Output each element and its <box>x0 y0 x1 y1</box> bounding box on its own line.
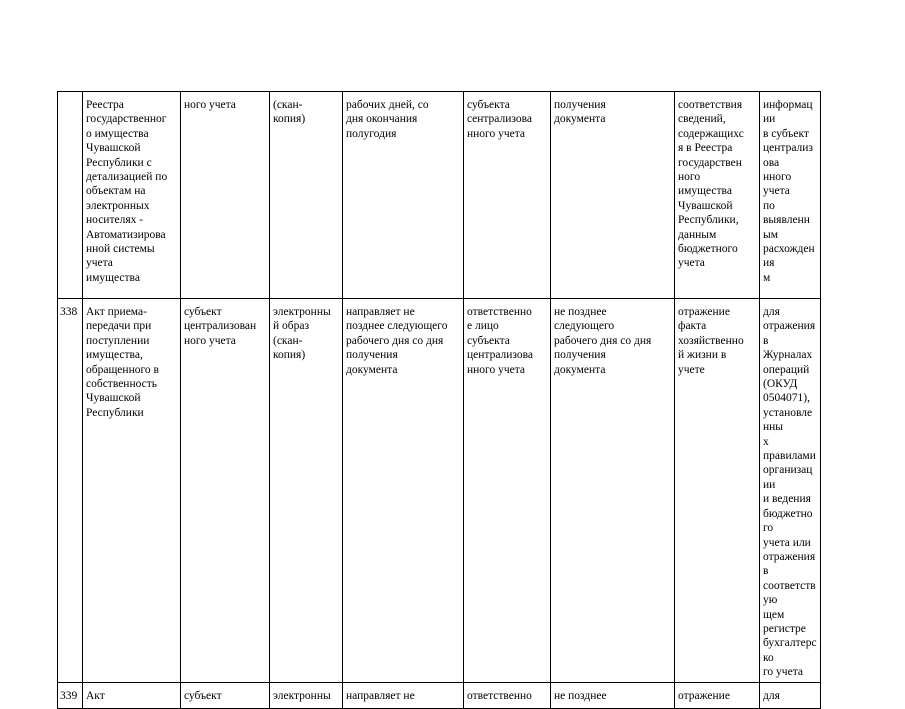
term-cell: не позднее следующего рабочего дня со дня получения документа <box>551 299 675 683</box>
creator-cell: ного учета <box>181 92 270 299</box>
row-number-cell: 338 <box>58 299 83 683</box>
responsible-cell: ответственно <box>464 682 551 708</box>
deadline-cell: направляет не <box>343 682 464 708</box>
document-table <box>57 91 821 709</box>
note-cell: для <box>760 682 821 708</box>
format-cell: электронны й образ (скан- копия) <box>270 299 343 683</box>
note-cell: для отражения в Журналах операций (ОКУД 0504071), установленны х правилами организации и ведения бюджетного учета или отражения в соответствую щем регистре бухгалтерско го учета <box>760 299 821 683</box>
creator-cell: субъект <box>181 682 270 708</box>
document-name-cell: Реестра государственног о имущества Чувашской Республики с детализацией по объектам на электронных носителях - Автоматизирова нной системы учета имущества <box>83 92 181 299</box>
purpose-cell: отражение <box>675 682 760 708</box>
row-number-cell: 339 <box>58 682 83 708</box>
row-number-cell <box>58 92 83 299</box>
format-cell: электронны <box>270 682 343 708</box>
purpose-cell: отражение факта хозяйственно й жизни в учете <box>675 299 760 683</box>
deadline-cell: рабочих дней, со дня окончания полугодия <box>343 92 464 299</box>
format-cell: (скан- копия) <box>270 92 343 299</box>
creator-cell: субъект централизован ного учета <box>181 299 270 683</box>
table-row <box>58 682 821 708</box>
responsible-cell: субъекта cентрализова нного учета <box>464 92 551 299</box>
term-cell: не позднее <box>551 682 675 708</box>
term-cell: получения документа <box>551 92 675 299</box>
table-row <box>58 92 821 299</box>
deadline-cell: направляет не позднее следующего рабочего дня со дня получения документа <box>343 299 464 683</box>
document-name-cell: Акт <box>83 682 181 708</box>
purpose-cell: соответствия сведений, содержащихс я в Реестра государствен ного имущества Чувашской Республики, данным бюджетного учета <box>675 92 760 299</box>
document-name-cell: Акт приема- передачи при поступлении имущества, обращенного в собственность Чувашской Республики <box>83 299 181 683</box>
note-cell: информации в субъект централизова нного учета по выявленным расхождения м <box>760 92 821 299</box>
table-row <box>58 299 821 683</box>
responsible-cell: ответственно е лицо субъекта централизова нного учета <box>464 299 551 683</box>
